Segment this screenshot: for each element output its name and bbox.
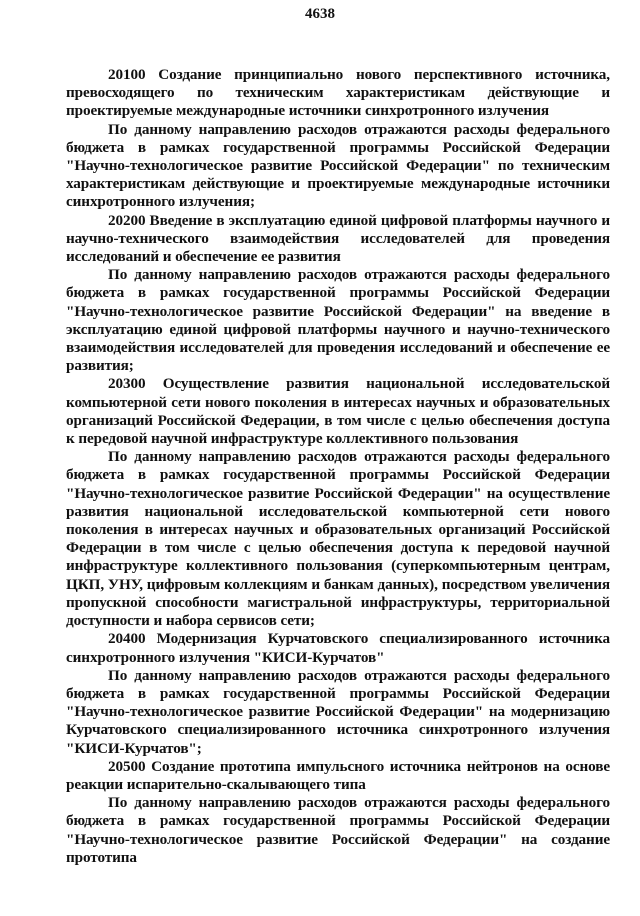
paragraph-20400-heading: 20400 Модернизация Курчатовского специализированного источника синхротронного излучения "КИСИ-Курчатов": [66, 630, 610, 666]
paragraph-20300-description: По данному направлению расходов отражаются расходы федерального бюджета в рамках государственной программы Российской Федерации "Научно-технологическое развитие Российской Федерации" на осуществление развития национальной исследовательской компьютерной сети нового поколения в интересах научных и образовательных организаций Российской Федерации в том числе с целью обеспечения доступа к передовой научной инфраструктуре коллективного пользования (суперкомпьютерным центрам, ЦКП, УНУ, цифровым коллекциям и банкам данных), посредством увеличения пропускной способности магистральной инфраструктуры, территориальной доступности и набора сервисов сети;: [66, 448, 610, 630]
paragraph-20200-description: По данному направлению расходов отражаются расходы федерального бюджета в рамках государственной программы Российской Федерации "Научно-технологическое развитие Российской Федерации" на введение в эксплуатацию единой цифровой платформы научного и научно-технического взаимодействия исследователей для проведения исследований и обеспечение ее развития;: [66, 266, 610, 375]
paragraph-20200-heading: 20200 Введение в эксплуатацию единой цифровой платформы научного и научно-технического взаимодействия исследователей для проведения исследований и обеспечение ее развития: [66, 211, 610, 266]
paragraph-20300-heading: 20300 Осуществление развития национальной исследовательской компьютерной сети нового поколения в интересах научных и образовательных организаций Российской Федерации, в том числе с целью обеспечения доступа к передовой научной инфраструктуре коллективного пользования: [66, 375, 610, 448]
paragraph-20100-description: По данному направлению расходов отражаются расходы федерального бюджета в рамках государственной программы Российской Федерации "Научно-технологическое развитие Российской Федерации" по техническим характеристикам действующие и проектируемые международные источники синхротронного излучения;: [66, 120, 610, 211]
page-number: 4638: [305, 6, 335, 22]
paragraph-20500-heading: 20500 Создание прототипа импульсного источника нейтронов на основе реакции испарительно-скалывающего типа: [66, 757, 610, 793]
paragraph-20100-heading: 20100 Создание принципиально нового перспективного источника, превосходящего по техническим характеристикам действующие и проектируемые международные источники синхротронного излучения: [66, 66, 610, 120]
paragraph-20400-description: По данному направлению расходов отражаются расходы федерального бюджета в рамках государственной программы Российской Федерации "Научно-технологическое развитие Российской Федерации" на модернизацию Курчатовского специализированного источника синхротронного излучения "КИСИ-Курчатов";: [66, 666, 610, 757]
document-body: [66, 66, 610, 867]
paragraph-20500-description: По данному направлению расходов отражаются расходы федерального бюджета в рамках государственной программы Российской Федерации "Научно-технологическое развитие Российской Федерации" на создание прототипа: [66, 794, 610, 866]
